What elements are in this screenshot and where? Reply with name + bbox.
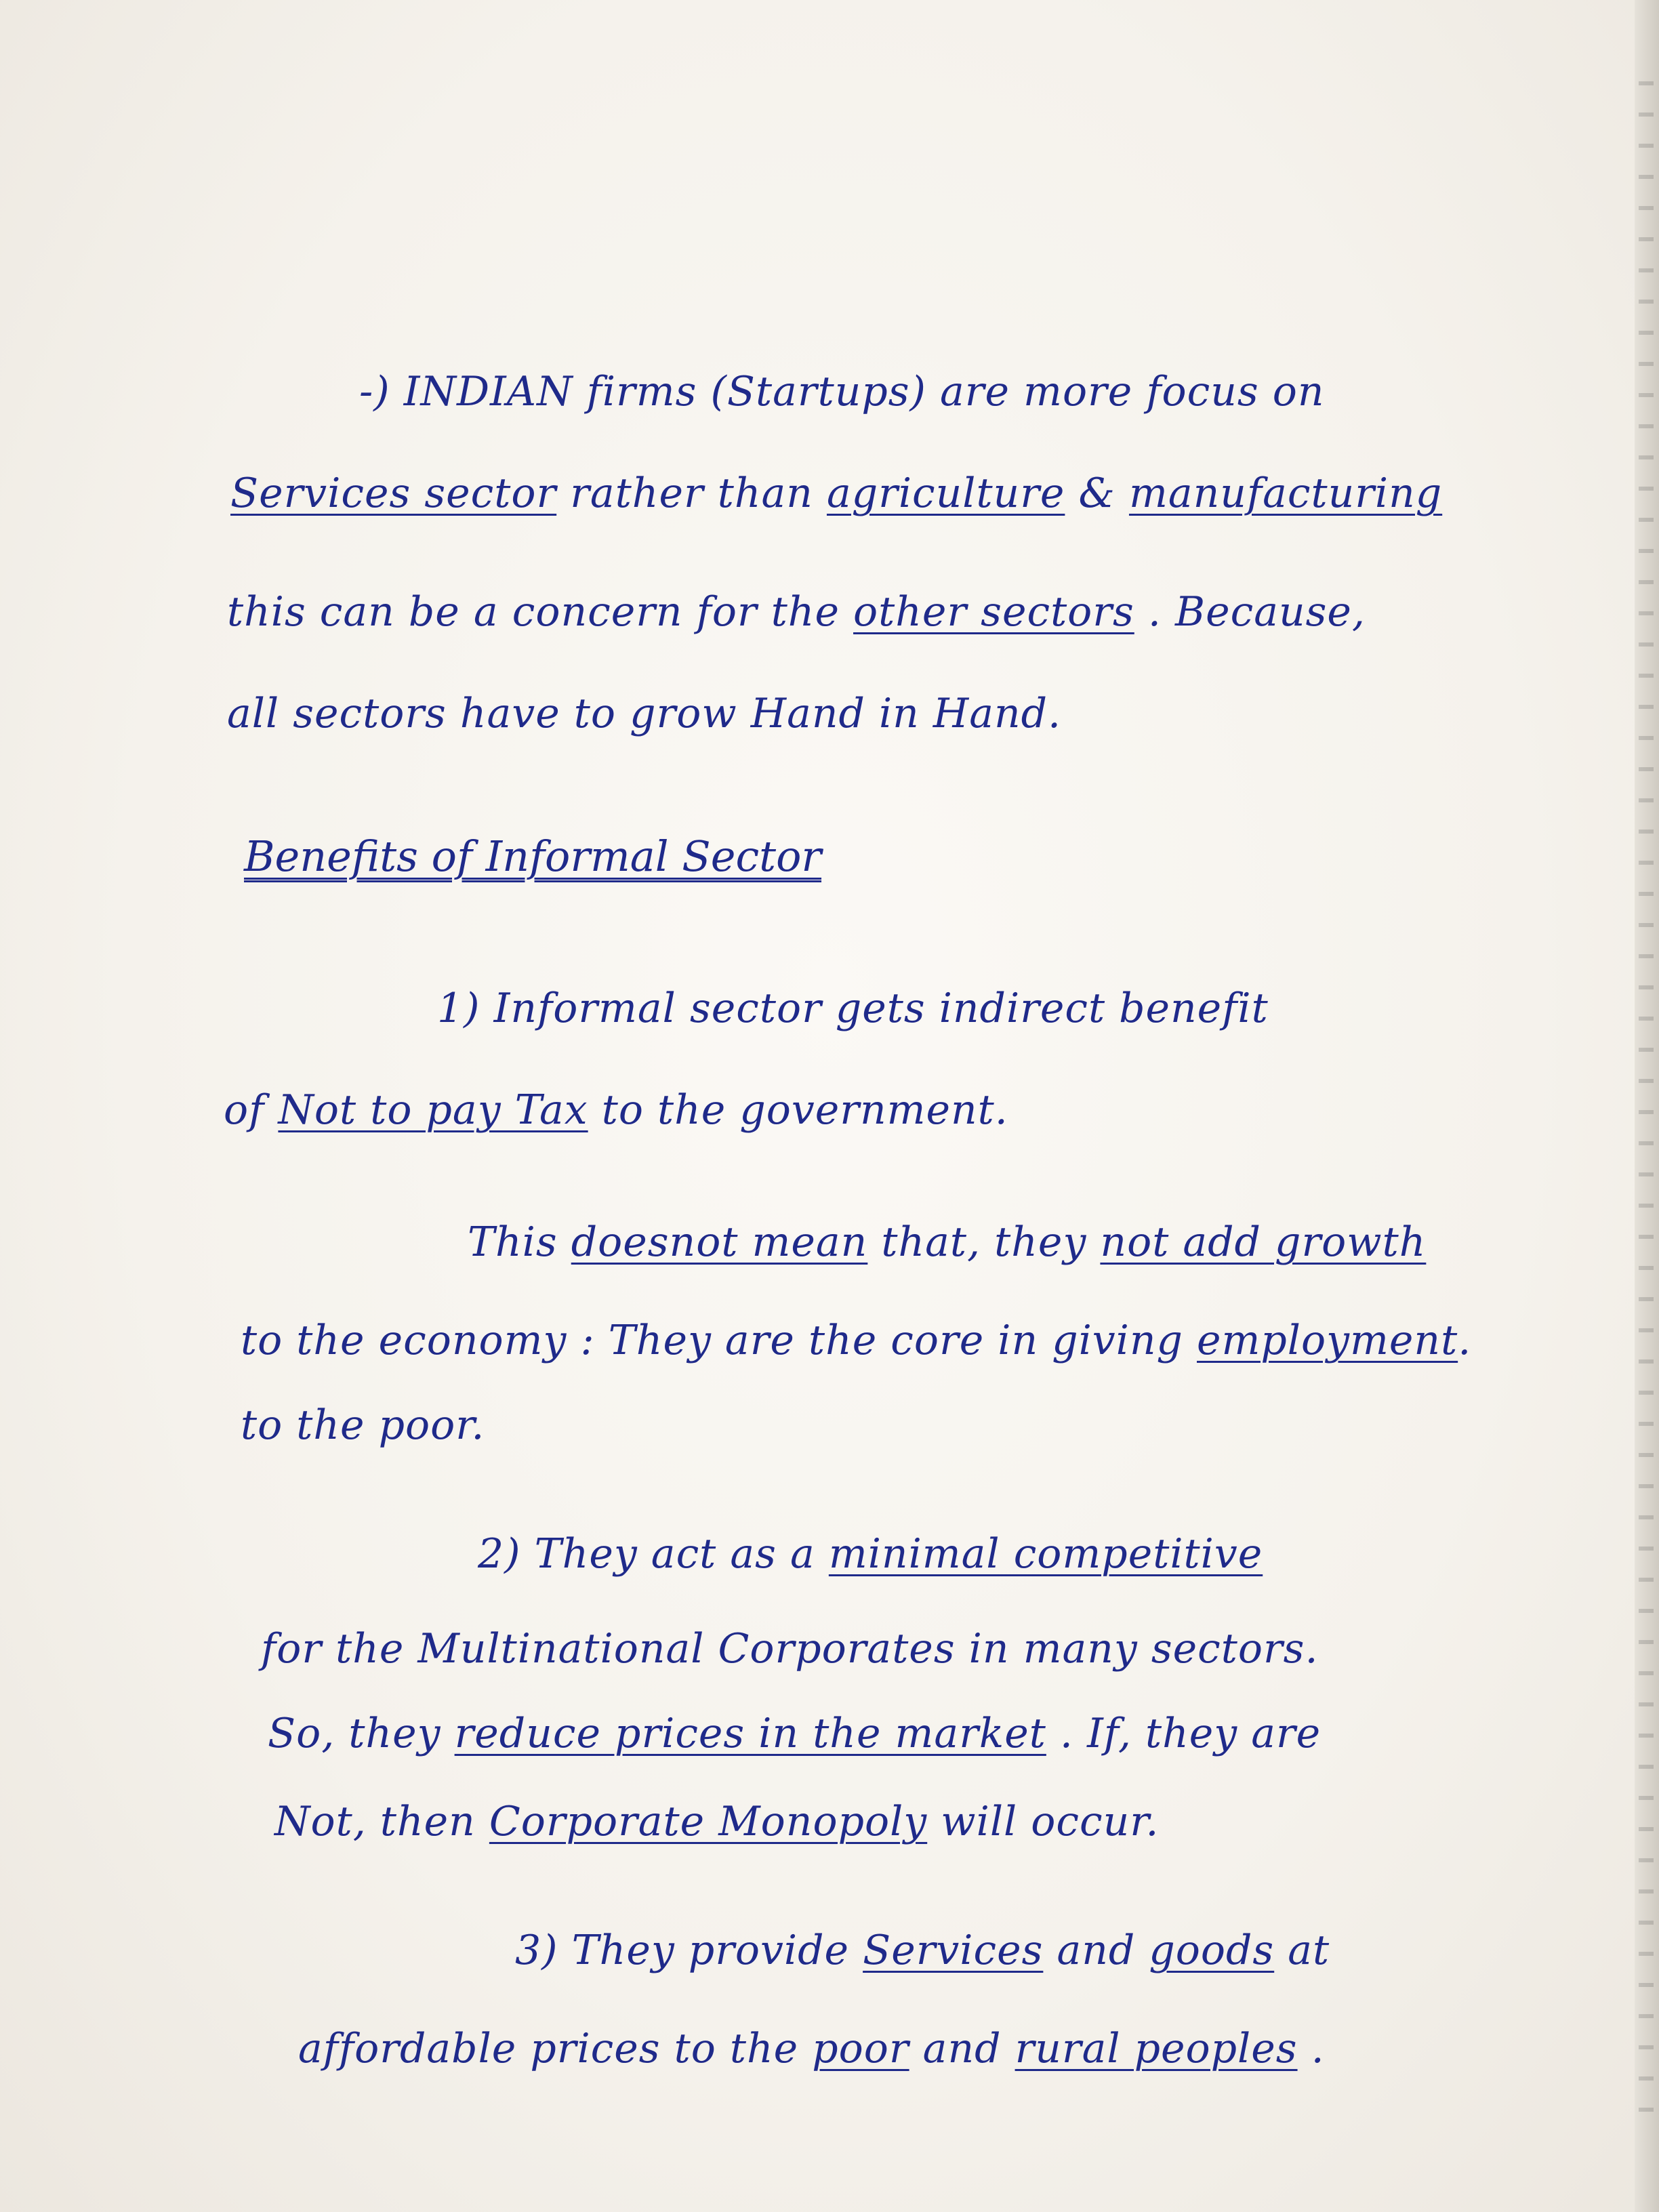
underlined-phrase: poor — [812, 2025, 909, 2072]
note-line — [478, 1532, 1263, 1576]
underlined-phrase: minimal competitive — [828, 1530, 1263, 1578]
text-fragment: So, they — [268, 1710, 455, 1757]
underlined-phrase: Corporate Monopoly — [489, 1798, 928, 1845]
text-fragment: . If, they are — [1046, 1710, 1322, 1757]
underlined-phrase: other sectors — [853, 588, 1134, 636]
text-fragment: This — [468, 1218, 571, 1266]
underlined-phrase: doesnot mean — [571, 1218, 868, 1266]
underlined-phrase: Services sector — [230, 470, 557, 517]
text-fragment: 2) They act as a — [478, 1530, 829, 1578]
underlined-phrase: goods — [1149, 1927, 1275, 1974]
text-fragment: this can be a concern for the — [227, 588, 854, 636]
note-line: to the poor. — [241, 1401, 485, 1449]
underlined-phrase: Not to pay Tax — [278, 1086, 588, 1134]
underlined-phrase: reduce prices in the market — [454, 1710, 1046, 1757]
underlined-phrase: Services — [863, 1927, 1044, 1974]
note-line — [274, 1799, 1159, 1844]
underlined-phrase: agriculture — [826, 470, 1065, 517]
text-fragment: to the economy : They are the core in giving — [241, 1317, 1197, 1364]
underlined-phrase: manufacturing — [1128, 470, 1443, 517]
note-line — [298, 2026, 1325, 2071]
text-fragment: that, they — [867, 1218, 1101, 1266]
text-fragment: 3) They provide — [515, 1927, 863, 1974]
text-fragment: Not, then — [274, 1798, 489, 1845]
text-fragment: and — [909, 2025, 1015, 2072]
note-line — [268, 1711, 1321, 1756]
text-fragment: rather than — [556, 470, 827, 517]
note-line — [227, 590, 1366, 634]
note-line: 1) Informal sector gets indirect benefit — [437, 985, 1269, 1032]
text-fragment: at — [1274, 1927, 1330, 1974]
spiral-binding — [1639, 81, 1654, 2114]
note-line — [515, 1928, 1330, 1973]
note-line: for the Multinational Corporates in many sectors. — [261, 1625, 1319, 1673]
underlined-phrase: not add growth — [1100, 1218, 1427, 1266]
text-fragment: affordable prices to the — [298, 2025, 813, 2072]
page-edge — [1635, 0, 1659, 2212]
text-fragment: . Because, — [1134, 588, 1366, 636]
underlined-phrase: rural peoples — [1015, 2025, 1298, 2072]
note-line — [468, 1220, 1426, 1265]
section-heading: Benefits of Informal Sector — [244, 832, 822, 881]
text-fragment: will occur. — [927, 1798, 1160, 1845]
note-line: all sectors have to grow Hand in Hand. — [227, 690, 1062, 737]
note-line — [224, 1088, 1008, 1132]
text-fragment: of — [224, 1086, 279, 1134]
text-fragment: and — [1043, 1927, 1149, 1974]
text-fragment: . — [1458, 1317, 1472, 1364]
note-line: -) INDIAN firms (Startups) are more focus on — [359, 368, 1325, 415]
note-line — [241, 1318, 1471, 1363]
text-fragment: to the government. — [588, 1086, 1008, 1134]
underlined-phrase: employment — [1197, 1317, 1458, 1364]
note-line — [230, 471, 1442, 516]
text-fragment: . — [1297, 2025, 1325, 2072]
text-fragment: & — [1065, 470, 1129, 517]
